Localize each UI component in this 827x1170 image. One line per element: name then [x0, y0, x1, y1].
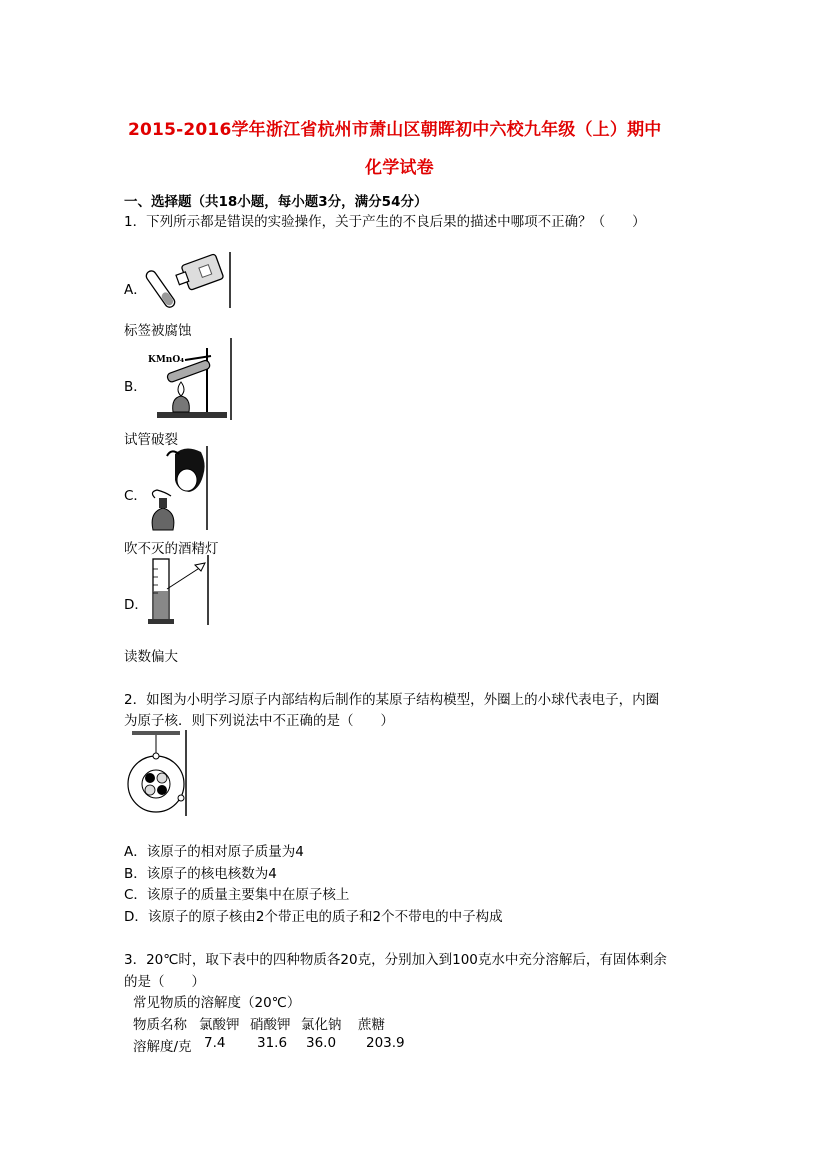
q1-stem: 1．下列所示都是错误的实验操作，关于产生的不良后果的描述中哪项不正确？（ ） [124, 214, 646, 230]
q3-header-sucrose: 蔗糖 [358, 1017, 385, 1033]
q2-option-a: A．该原子的相对原子质量为4 [124, 844, 304, 860]
q1-option-d-caption: 读数偏大 [124, 649, 178, 665]
q2-figure-atom-model [124, 728, 190, 818]
title-line-2: 化学试卷 [365, 158, 434, 178]
q3-stem-line-2: 的是（ ） [124, 974, 205, 990]
q2-option-c: C．该原子的质量主要集中在原子核上 [124, 887, 350, 903]
q1-figure-b-text: KMnO₄ [148, 355, 185, 365]
q1-figure-c-blowing-lamp [145, 446, 213, 532]
q3-header-kno3: 硝酸钾 [250, 1017, 291, 1033]
q1-option-a-caption: 标签被腐蚀 [124, 323, 192, 339]
q3-table-title: 常见物质的溶解度（20℃） [133, 995, 301, 1011]
q1-option-b-label: B． [124, 379, 147, 395]
q3-stem-line-1: 3．20℃时，取下表中的四种物质各20克，分别加入到100克水中充分溶解后，有固体剩余 [124, 952, 667, 968]
q1-figure-b-heating-kmno4 [145, 338, 233, 422]
q2-stem-line-2: 为原子核．则下列说法中不正确的是（ ） [124, 713, 394, 729]
q2-option-d: D．该原子的原子核由2个带正电的质子和2个不带电的中子构成 [124, 909, 503, 925]
q3-value-nacl: 36.0 [306, 1035, 337, 1051]
q1-option-c-label: C． [124, 488, 147, 504]
q1-option-a-label: A． [124, 282, 147, 298]
q1-figure-d-reading-cylinder [145, 555, 213, 627]
q3-value-kclo3: 7.4 [204, 1035, 226, 1051]
q2-stem-line-1: 2．如图为小明学习原子内部结构后制作的某原子结构模型，外圈上的小球代表电子，内圈 [124, 692, 660, 708]
q3-value-kno3: 31.6 [257, 1035, 288, 1051]
q3-header-kclo3: 氯酸钾 [199, 1017, 240, 1033]
title-line-1: 2015-2016学年浙江省杭州市萧山区朝晖初中六校九年级（上）期中 [128, 120, 662, 140]
q1-figure-a-pouring-liquid [145, 252, 233, 310]
q1-option-c-caption: 吹不灭的酒精灯 [124, 541, 219, 557]
q3-value-sucrose: 203.9 [366, 1035, 405, 1051]
q3-header-name: 物质名称 [133, 1017, 187, 1033]
q2-option-b: B．该原子的核电核数为4 [124, 866, 277, 882]
q1-option-b-caption: 试管破裂 [124, 432, 178, 448]
q3-row-label: 溶解度/克 [133, 1039, 192, 1055]
q3-header-nacl: 氯化钠 [301, 1017, 342, 1033]
section-heading: 一、选择题（共18小题，每小题3分，满分54分） [124, 194, 428, 210]
q1-option-d-label: D． [124, 597, 148, 613]
